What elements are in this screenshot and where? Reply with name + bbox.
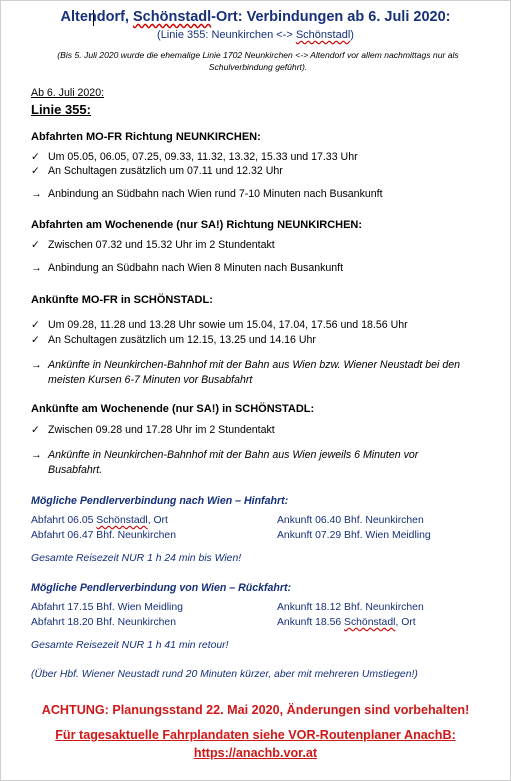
commute-back-departure: Abfahrt 17.15 Bhf. Wien Meidling [31,602,183,613]
checkmark-icon: ✓ [31,165,40,177]
schedule-line: Zwischen 09.28 und 17.28 Uhr im 2 Stundentakt [48,424,275,436]
commute-out-total: Gesamte Reisezeit NUR 1 h 24 min bis Wien! [31,553,242,564]
section-heading: Ankünfte am Wochenende (nur SA!) in SCHÖNSTADL: [31,403,315,415]
alternative-route-hint: (Über Hbf. Wiener Neustadt rund 20 Minuten kürzer, aber mit mehreren Umstiegen!) [31,669,418,680]
commute-back-departure: Abfahrt 18.20 Bhf. Neunkirchen [31,617,176,628]
commute-out-heading: Mögliche Pendlerverbindung nach Wien – Hinfahrt: [31,495,289,507]
commute-out-arrival: Ankunft 07.29 Bhf. Wien Meidling [277,530,431,541]
connection-line: meisten Kursen 6-7 Minuten vor Busabfahrt [48,374,253,386]
connection-line: Busabfahrt. [48,464,103,476]
schedule-line: An Schultagen zusätzlich um 12.15, 13.25 und 14.16 Uhr [48,334,316,346]
date-label: Ab 6. Juli 2020: [31,87,105,99]
departure-place: Schönstadl [96,515,148,526]
schedule-line: Um 05.05, 06.05, 07.25, 09.33, 11.32, 13.32, 15.33 und 17.33 Uhr [48,151,358,163]
commute-back-heading: Mögliche Pendlerverbindung von Wien – Rückfahrt: [31,582,292,594]
arrival-suffix: , Ort [395,617,416,628]
arrival-place: Schönstadl [344,617,396,628]
section-heading: Ankünfte MO-FR in SCHÖNSTADL: [31,294,213,306]
title-prefix: Altendorf, [60,9,134,25]
checkmark-icon: ✓ [31,319,40,331]
commute-out-arrival: Ankunft 06.40 Bhf. Neunkirchen [277,515,424,526]
departure-time: Abfahrt 06.05 [31,515,97,526]
page-subtitle [0,29,511,41]
commute-back-arrival: Ankunft 18.12 Bhf. Neunkirchen [277,602,424,613]
schedule-line: Um 09.28, 11.28 und 13.28 Uhr sowie um 15.04, 17.04, 17.56 und 18.56 Uhr [48,319,408,331]
subtitle-prefix: (Linie 355: Neunkirchen <-> [157,29,296,41]
routeplanner-brand: AnachB [403,728,452,742]
connection-line: Anbindung an Südbahn nach Wien 8 Minuten nach Busankunft [48,262,344,274]
routeplanner-suffix: : [451,728,456,742]
section-heading: Abfahrten am Wochenende (nur SA!) Richtung NEUNKIRCHEN: [31,219,363,231]
schedule-line: Zwischen 07.32 und 15.32 Uhr im 2 Stundentakt [48,239,275,251]
routeplanner-hint [0,728,511,742]
checkmark-icon: ✓ [31,151,40,163]
connection-line: Ankünfte in Neunkirchen-Bahnhof mit der Bahn aus Wien jeweils 6 Minuten vor [48,449,419,461]
arrow-right-icon: → [31,449,42,461]
history-note: (Bis 5. Juli 2020 wurde die ehemalige Linie 1702 Neunkirchen <-> Altendorf vor allem nachmittags nur als Schulverbindung geführt). [57,50,459,72]
arrow-right-icon: → [31,359,42,371]
commute-back-total: Gesamte Reisezeit NUR 1 h 41 min retour! [31,640,229,651]
schedule-line: An Schultagen zusätzlich um 07.11 und 12.32 Uhr [48,165,283,177]
connection-line: Ankünfte in Neunkirchen-Bahnhof mit der Bahn aus Wien bzw. Wiener Neustadt bei den [48,359,461,371]
subtitle-place: Schönstadl [295,29,351,41]
arrival-time: Ankunft 18.56 [277,617,345,628]
departure-suffix: , Ort [147,515,168,526]
arrow-right-icon: → [31,262,42,274]
checkmark-icon: ✓ [31,424,40,436]
subtitle-suffix: ) [350,29,354,41]
routeplanner-link[interactable]: https://anachb.vor.at [193,746,318,760]
commute-out-departure [31,515,168,526]
title-suffix: -Ort: Verbindungen ab 6. Juli 2020: [211,9,451,25]
commute-back-arrival [277,617,416,628]
routeplanner-text: Für tagesaktuelle Fahrplandaten siehe VOR-Routenplaner [55,728,404,742]
connection-line: Anbindung an Südbahn nach Wien rund 7-10 Minuten nach Busankunft [48,188,383,200]
arrow-right-icon: → [31,188,42,200]
planning-warning: ACHTUNG: Planungsstand 22. Mai 2020, Änderungen sind vorbehalten! [41,703,470,717]
title-place: Schönstadl [133,9,212,25]
commute-out-departure: Abfahrt 06.47 Bhf. Neunkirchen [31,530,176,541]
page-title [0,9,511,25]
section-heading: Abfahrten MO-FR Richtung NEUNKIRCHEN: [31,131,261,143]
line-label: Linie 355: [31,102,91,117]
checkmark-icon: ✓ [31,239,40,251]
checkmark-icon: ✓ [31,334,40,346]
